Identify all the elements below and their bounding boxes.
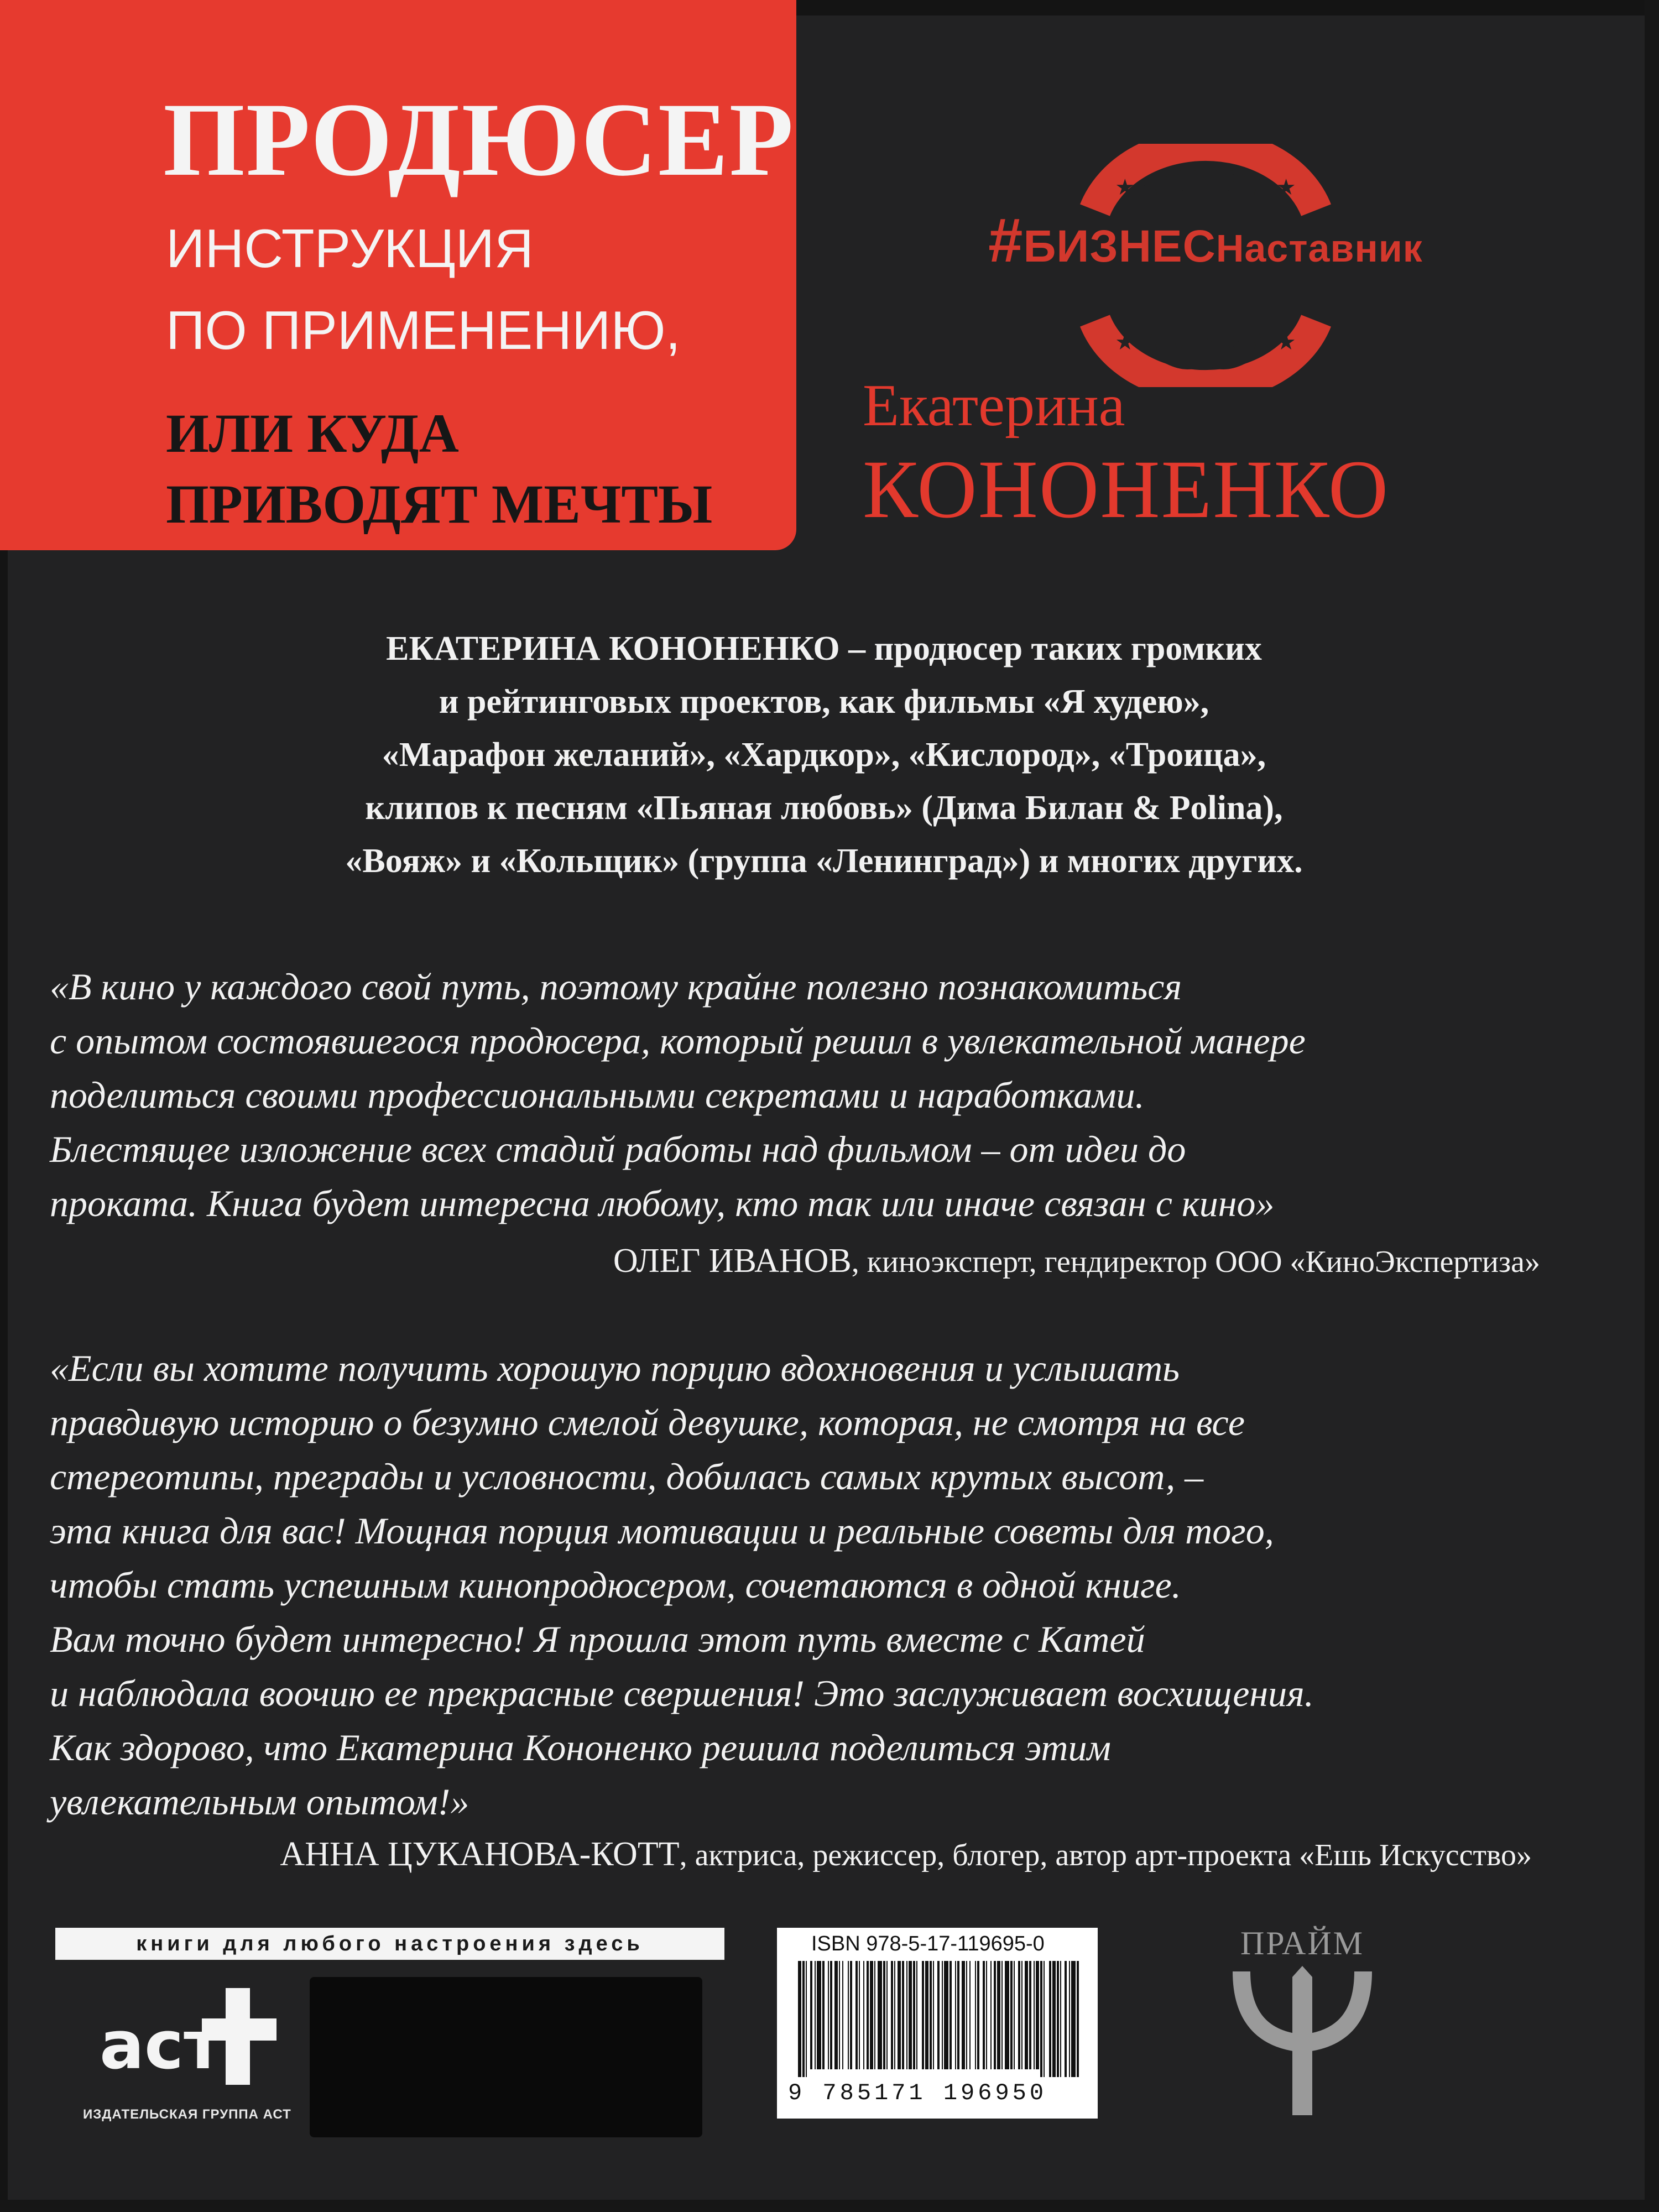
publisher-logo-text: аст bbox=[100, 2007, 222, 2084]
reviewer-role: , киноэксперт, гендиректор ООО «КиноЭкспертиза» bbox=[851, 1245, 1540, 1279]
barcode-bar bbox=[922, 1961, 924, 2069]
book-subtitle bbox=[166, 207, 681, 371]
barcode-bar bbox=[975, 1961, 976, 2069]
publisher-caption: ИЗДАТЕЛЬСКАЯ ГРУППА АСТ bbox=[83, 2107, 291, 2122]
barcode-bar bbox=[1001, 1961, 1003, 2069]
stamp-hash: # bbox=[988, 206, 1024, 275]
bio-line: и рейтинговых проектов, как фильмы «Я худею», bbox=[439, 683, 1209, 721]
review-attribution-1 bbox=[613, 1241, 1540, 1281]
barcode-bar bbox=[1029, 1961, 1031, 2069]
barcode-bar bbox=[1040, 1961, 1042, 2077]
barcode-icon bbox=[798, 1961, 1080, 2077]
subtitle-dark-line: ПРИВОДЯТ МЕЧТЫ bbox=[166, 473, 713, 535]
barcode-bar bbox=[815, 1961, 816, 2069]
review-quote-1 bbox=[50, 959, 1598, 1230]
barcode-bar bbox=[930, 1961, 932, 2069]
cover-edge-bottom bbox=[0, 2200, 1659, 2212]
barcode-bar bbox=[942, 1961, 943, 2069]
svg-text:★ ★ ★ ★ ★ ★ ★: ★ ★ ★ ★ ★ ★ ★ bbox=[1115, 330, 1296, 355]
barcode-bar bbox=[828, 1961, 829, 2069]
barcode-bar bbox=[1065, 1961, 1067, 2077]
publisher-tagline: книги для любого настроения здесь bbox=[55, 1928, 724, 1960]
quote-line: «В кино у каждого свой путь, поэтому крайне полезно познакомиться bbox=[50, 966, 1182, 1008]
barcode-bar bbox=[842, 1961, 843, 2069]
barcode-bar bbox=[848, 1961, 849, 2069]
barcode-bar bbox=[798, 1961, 801, 2077]
quote-line: Вам точно будет интересно! Я прошла этот путь вместе с Катей bbox=[50, 1618, 1145, 1660]
barcode-bar bbox=[1069, 1961, 1070, 2077]
title-panel bbox=[0, 0, 796, 550]
isbn-label: ISBN 978-5-17-119695-0 bbox=[811, 1932, 1045, 1955]
barcode-bar bbox=[1021, 1961, 1022, 2069]
barcode-bar bbox=[870, 1961, 873, 2069]
bio-line: «Марафон желаний», «Хардкор», «Кислород», «Троица», bbox=[382, 736, 1266, 774]
barcode-bar bbox=[962, 1961, 965, 2069]
barcode-bar bbox=[891, 1961, 893, 2069]
prime-imprint-logo bbox=[1219, 1924, 1385, 2124]
quote-line: стереотипы, преграды и условности, добилась самых крутых высот, – bbox=[50, 1455, 1204, 1498]
quote-line: Как здорово, что Екатерина Кононенко решила поделиться этим bbox=[50, 1726, 1111, 1768]
review-attribution-2 bbox=[280, 1835, 1532, 1874]
barcode-bar bbox=[966, 1961, 967, 2069]
barcode-bar bbox=[957, 1961, 959, 2069]
barcode-bar bbox=[1010, 1961, 1013, 2069]
quote-line: проката. Книга будет интересна любому, кто так или иначе связан с кино» bbox=[50, 1182, 1275, 1224]
barcode-bar bbox=[990, 1961, 992, 2069]
barcode-bar bbox=[839, 1961, 840, 2069]
barcode-bar bbox=[883, 1961, 885, 2069]
barcode-bar bbox=[925, 1961, 928, 2069]
cover-edge-right bbox=[1645, 0, 1659, 2212]
bio-line: «Вояж» и «Кольщик» (группа «Ленинград») и многих других. bbox=[345, 842, 1303, 880]
subtitle-line: ПО ПРИМЕНЕНИЮ, bbox=[166, 300, 681, 361]
barcode-bar bbox=[867, 1961, 869, 2069]
stamp-word-mentor: Наставник bbox=[1215, 227, 1423, 270]
subtitle-line: ИНСТРУКЦИЯ bbox=[166, 218, 534, 279]
barcode-bar bbox=[898, 1961, 901, 2069]
barcode-bar bbox=[850, 1961, 852, 2069]
bio-line: клипов к песням «Пьяная любовь» (Дима Билан & Polina), bbox=[365, 789, 1283, 827]
barcode-bar bbox=[937, 1961, 940, 2069]
imprint-name: ПРАЙМ bbox=[1240, 1925, 1365, 1961]
quote-line: и наблюдала воочию ее прекрасные свершения! Это заслуживает восхищения. bbox=[50, 1672, 1314, 1714]
book-title: ПРОДЮСЕР bbox=[163, 82, 795, 198]
barcode-bar bbox=[1044, 1961, 1045, 2077]
barcode-bar bbox=[834, 1961, 838, 2069]
quote-line: эта книга для вас! Мощная порция мотивации и реальные советы для того, bbox=[50, 1510, 1274, 1552]
book-subtitle-dark bbox=[166, 398, 712, 540]
barcode-bar bbox=[863, 1961, 864, 2069]
barcode-bar bbox=[1052, 1961, 1056, 2077]
barcode-bar bbox=[994, 1961, 996, 2069]
barcode-bar bbox=[855, 1961, 858, 2069]
ast-logo-icon bbox=[100, 1977, 282, 2088]
reviewer-name: АННА ЦУКАНОВА-КОТТ bbox=[280, 1835, 680, 1873]
author-last-name: КОНОНЕНКО bbox=[863, 444, 1390, 535]
reviewer-name: ОЛЕГ ИВАНОВ bbox=[613, 1242, 852, 1280]
subtitle-dark-line: ИЛИ КУДА bbox=[166, 403, 459, 464]
psi-icon bbox=[1230, 1966, 1374, 2121]
barcode-bar bbox=[1077, 1961, 1079, 2077]
quote-line: Блестящее изложение всех стадий работы над фильмом – от идеи до bbox=[50, 1128, 1186, 1170]
reviewer-role: , актриса, режиссер, блогер, автор арт-проекта «Ешь Искусство» bbox=[679, 1838, 1532, 1872]
barcode-bar bbox=[1025, 1961, 1028, 2069]
barcode-bar bbox=[969, 1961, 971, 2069]
quote-line: «Если вы хотите получить хорошую порцию вдохновения и услышать bbox=[50, 1347, 1180, 1389]
barcode-bar bbox=[977, 1961, 979, 2069]
barcode-bar bbox=[806, 1961, 807, 2077]
author-bio bbox=[66, 622, 1582, 888]
quote-line: с опытом состоявшегося продюсера, который решил в увлекательной манере bbox=[50, 1020, 1306, 1062]
barcode-bar bbox=[1014, 1961, 1015, 2069]
barcode-bar bbox=[909, 1961, 912, 2069]
barcode-bar bbox=[955, 1961, 956, 2069]
author-first-name: Екатерина bbox=[863, 373, 1125, 439]
barcode-bar bbox=[950, 1961, 952, 2069]
series-stamp bbox=[957, 144, 1454, 387]
barcode-bar bbox=[986, 1961, 987, 2069]
barcode-bar bbox=[902, 1961, 904, 2069]
barcode-bar bbox=[983, 1961, 985, 2069]
barcode-bar bbox=[894, 1961, 895, 2069]
barcode-box bbox=[777, 1928, 1098, 2119]
ean-number: 9 785171 196950 bbox=[788, 2080, 1047, 2106]
redacted-area bbox=[310, 1977, 702, 2137]
barcode-bar bbox=[1034, 1961, 1035, 2069]
barcode-bar bbox=[1049, 1961, 1051, 2077]
barcode-bar bbox=[1005, 1961, 1009, 2069]
barcode-bar bbox=[997, 1961, 1000, 2069]
barcode-bar bbox=[859, 1961, 860, 2069]
barcode-bar bbox=[916, 1961, 917, 2069]
quote-line: поделиться своими профессиональными секретами и наработками. bbox=[50, 1074, 1145, 1116]
barcode-bar bbox=[1060, 1961, 1061, 2077]
barcode-bar bbox=[886, 1961, 888, 2069]
barcode-bar bbox=[906, 1961, 907, 2069]
barcode-bar bbox=[822, 1961, 825, 2069]
barcode-bar bbox=[913, 1961, 915, 2069]
stamp-word-business: БИЗНЕС bbox=[1023, 221, 1216, 272]
barcode-bar bbox=[1071, 1961, 1076, 2077]
bio-line: ЕКАТЕРИНА КОНОНЕНКО – продюсер таких громких bbox=[386, 630, 1262, 667]
barcode-bar bbox=[1036, 1961, 1039, 2069]
barcode-bar bbox=[944, 1961, 948, 2069]
barcode-bar bbox=[874, 1961, 875, 2069]
review-quote-2 bbox=[50, 1341, 1598, 1829]
quote-line: чтобы стать успешным кинопродюсером, сочетаются в одной книге. bbox=[50, 1564, 1181, 1606]
stamp-label bbox=[957, 205, 1454, 276]
barcode-bar bbox=[810, 1961, 812, 2069]
barcode-bar bbox=[878, 1961, 882, 2069]
barcode-bar bbox=[933, 1961, 934, 2069]
barcode-bar bbox=[1057, 1961, 1059, 2077]
quote-line: правдивую историю о безумно смелой девушке, которая, не смотря на все bbox=[50, 1401, 1245, 1443]
barcode-bar bbox=[830, 1961, 832, 2069]
quote-line: увлекательным опытом!» bbox=[50, 1781, 469, 1823]
barcode-bar bbox=[1018, 1961, 1020, 2069]
svg-text:★ ★ ★ ★ ★ ★ ★: ★ ★ ★ ★ ★ ★ ★ bbox=[1115, 175, 1296, 200]
barcode-bar bbox=[817, 1961, 821, 2069]
barcode-bar bbox=[802, 1961, 805, 2077]
